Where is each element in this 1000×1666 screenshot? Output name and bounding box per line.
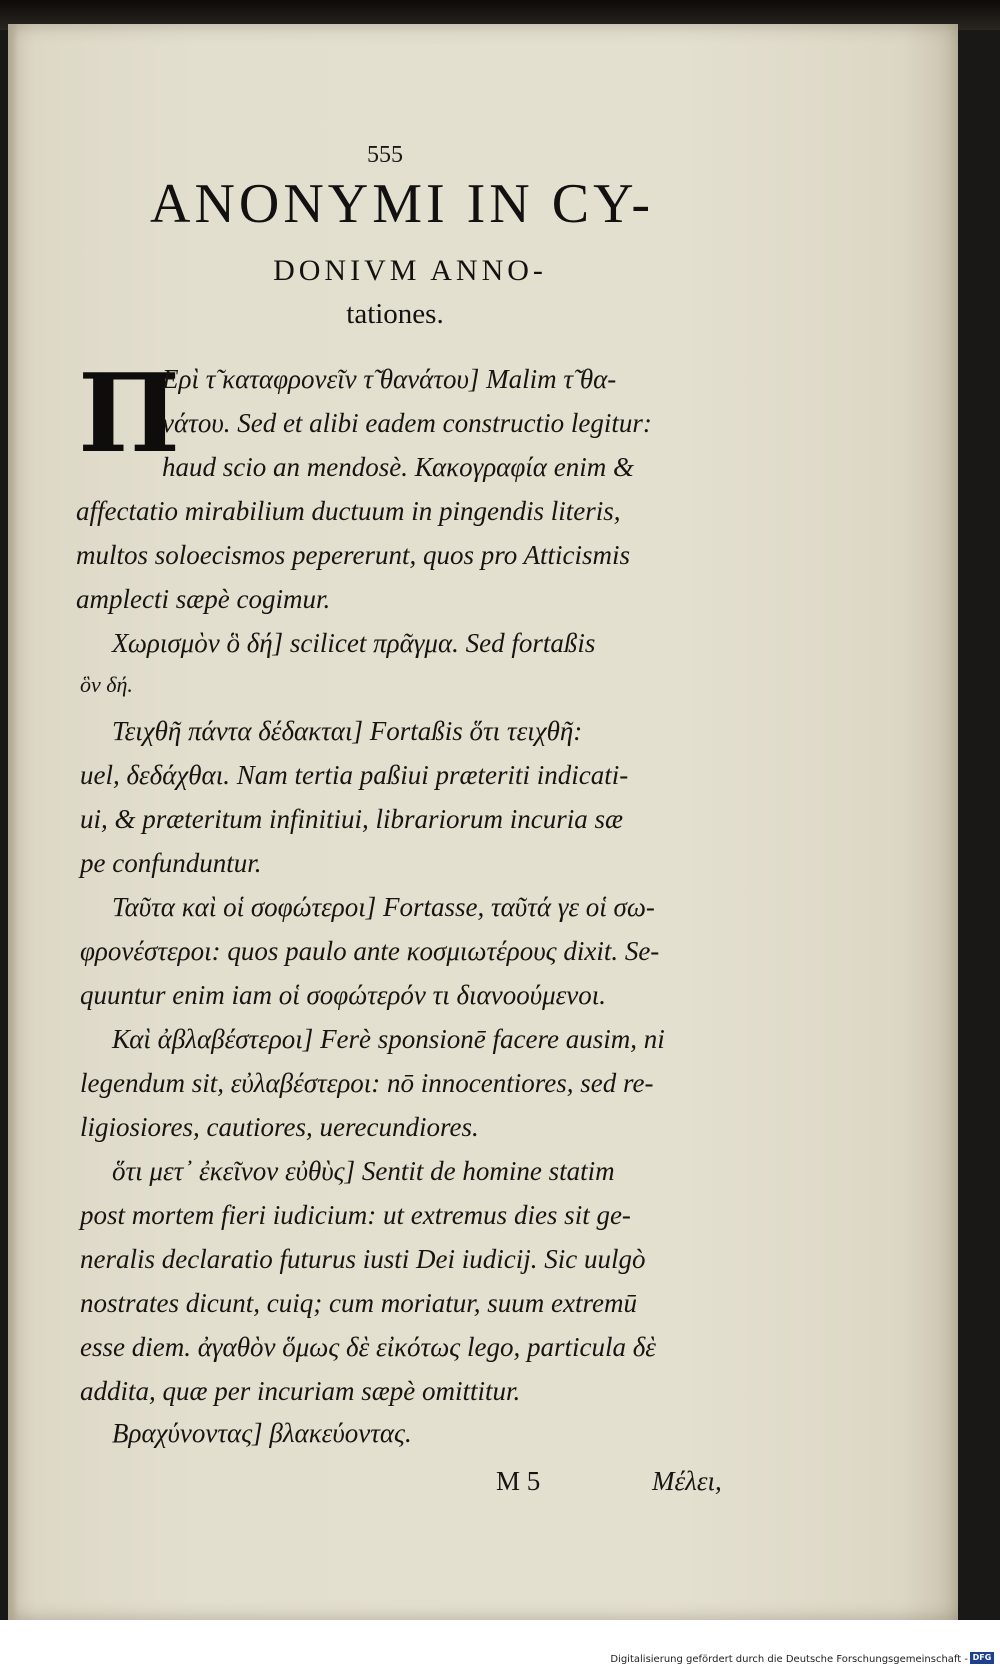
text-line: Χωρισμὸν ὃ δή] scilicet πρᾶγμα. Sed fortaßis [112, 628, 596, 658]
text-line: ligiosiores, cautiores, uerecundiores. [80, 1112, 479, 1142]
text-line: Τειχθῆ πάντα δέδακται] Fortaßis ὅτι τειχθῆ: [112, 716, 583, 746]
page-gutter [8, 24, 18, 1620]
footer-credit: Digitalisierung gefördert durch die Deutsche Forschungsgemeinschaft - [610, 1654, 968, 1665]
page-number: 555 [367, 142, 403, 168]
signature-mark: M 5 [496, 1466, 541, 1496]
text-line: esse diem. ἀγαθὸν ὅμως δὲ εἰκότως lego, particula δὲ [80, 1332, 656, 1362]
text-line: post mortem fieri iudicium: ut extremus dies sit ge- [80, 1200, 631, 1230]
drop-capital: Π [78, 351, 180, 477]
text-line: nostrates dicunt, cuiq; cum moriatur, suum extremū [80, 1288, 637, 1318]
text-line: Eρὶ τ̃ καταφρονεῖν τ̃ θανάτου] Malim τ̃ θα- [162, 364, 617, 394]
text-line: neralis declaratio futurus iusti Dei iudicij. Sic uulgò [80, 1244, 646, 1274]
dfg-logo-icon: DFG [970, 1652, 994, 1664]
text-line: ὅτι μετ᾽ ἐκεῖνον εὐθὺς] Sentit de homine statim [112, 1156, 615, 1186]
text-line: ὃν δή. [80, 672, 133, 697]
text-line: legendum sit, εὐλαβέστεροι: nō innocentiores, sed re- [80, 1068, 654, 1098]
text-line: quuntur enim iam οἱ σοφώτερόν τι διανοούμενοι. [80, 980, 607, 1010]
text-line: ui, & præteritum infinitiui, librariorum incuria sæ [80, 804, 624, 834]
text-line: amplecti sæpè cogimur. [76, 584, 331, 614]
text-line: Καὶ ἀβλαβέστεροι] Ferè sponsionē facere ausim, ni [112, 1024, 665, 1054]
catchword: Μέλει, [652, 1466, 722, 1496]
text-line: pe confunduntur. [80, 848, 262, 878]
text-line: haud scio an mendosè. Κακογραφία enim & [162, 452, 634, 482]
text-line: addita, quæ per incuriam sæpè omittitur. [80, 1376, 521, 1406]
page-title: ANONYMI IN CY- [150, 173, 654, 235]
text-line: Ταῦτα καὶ οἱ σοφώτεροι] Fortasse, ταῦτά γε οἱ σω- [112, 892, 655, 922]
page-subtitle: DONIVM ANNO- [273, 254, 547, 287]
text-line: uel, δεδάχθαι. Nam tertia paßiui præteriti indicati- [80, 760, 629, 790]
text-line: Βραχύνοντας] βλακεύοντας. [112, 1418, 412, 1448]
text-line: multos soloecismos pepererunt, quos pro Atticismis [76, 540, 630, 570]
text-line: φρονέστεροι: quos paulo ante κοσμιωτέρους dixit. Se- [80, 936, 660, 966]
text-line: νάτου. Sed et alibi eadem constructio legitur: [162, 408, 652, 438]
page-subtitle-end: tationes. [346, 298, 444, 330]
text-line: affectatio mirabilium ductuum in pingendis literis, [76, 496, 621, 526]
